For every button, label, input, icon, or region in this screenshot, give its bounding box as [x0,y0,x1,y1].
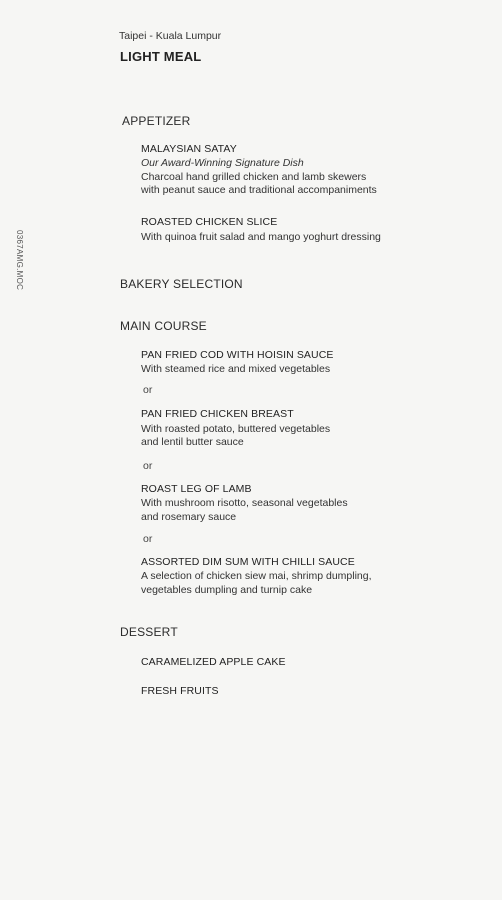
dish-description: vegetables dumpling and turnip cake [141,584,313,596]
or-separator: or [143,384,153,396]
dessert-heading: DESSERT [120,625,178,639]
bakery-heading: BAKERY SELECTION [120,277,243,291]
appetizer-heading: APPETIZER [122,114,191,128]
dish-name: ROAST LEG OF LAMB [141,483,252,495]
route-label: Taipei - Kuala Lumpur [119,30,222,42]
dish-name: ROASTED CHICKEN SLICE [141,216,278,228]
dish-name: PAN FRIED COD WITH HOISIN SAUCE [141,349,334,361]
dish-name: ASSORTED DIM SUM WITH CHILLI SAUCE [141,556,355,568]
or-separator: or [143,460,153,472]
meal-title: LIGHT MEAL [120,49,202,64]
dish-description: and lentil butter sauce [141,436,244,448]
dessert-item: CARAMELIZED APPLE CAKE [141,656,286,668]
dish-description: A selection of chicken siew mai, shrimp dumpling, [141,570,372,582]
dish-description: With mushroom risotto, seasonal vegetables [141,497,348,509]
dish-name: PAN FRIED CHICKEN BREAST [141,408,294,420]
side-code: 0367AMG.MOC [15,230,24,291]
main-course-heading: MAIN COURSE [120,319,207,333]
dish-description: With roasted potato, buttered vegetables [141,423,331,435]
dish-description: With quinoa fruit salad and mango yoghurt dressing [141,231,381,243]
or-separator: or [143,533,153,545]
dish-description: With steamed rice and mixed vegetables [141,363,331,375]
dessert-item: FRESH FRUITS [141,685,219,697]
dish-description: Charcoal hand grilled chicken and lamb skewers [141,171,367,183]
dish-name: MALAYSIAN SATAY [141,143,237,155]
dish-description: and rosemary sauce [141,511,237,523]
dish-description: with peanut sauce and traditional accompaniments [141,184,377,196]
dish-tagline: Our Award-Winning Signature Dish [141,157,304,169]
